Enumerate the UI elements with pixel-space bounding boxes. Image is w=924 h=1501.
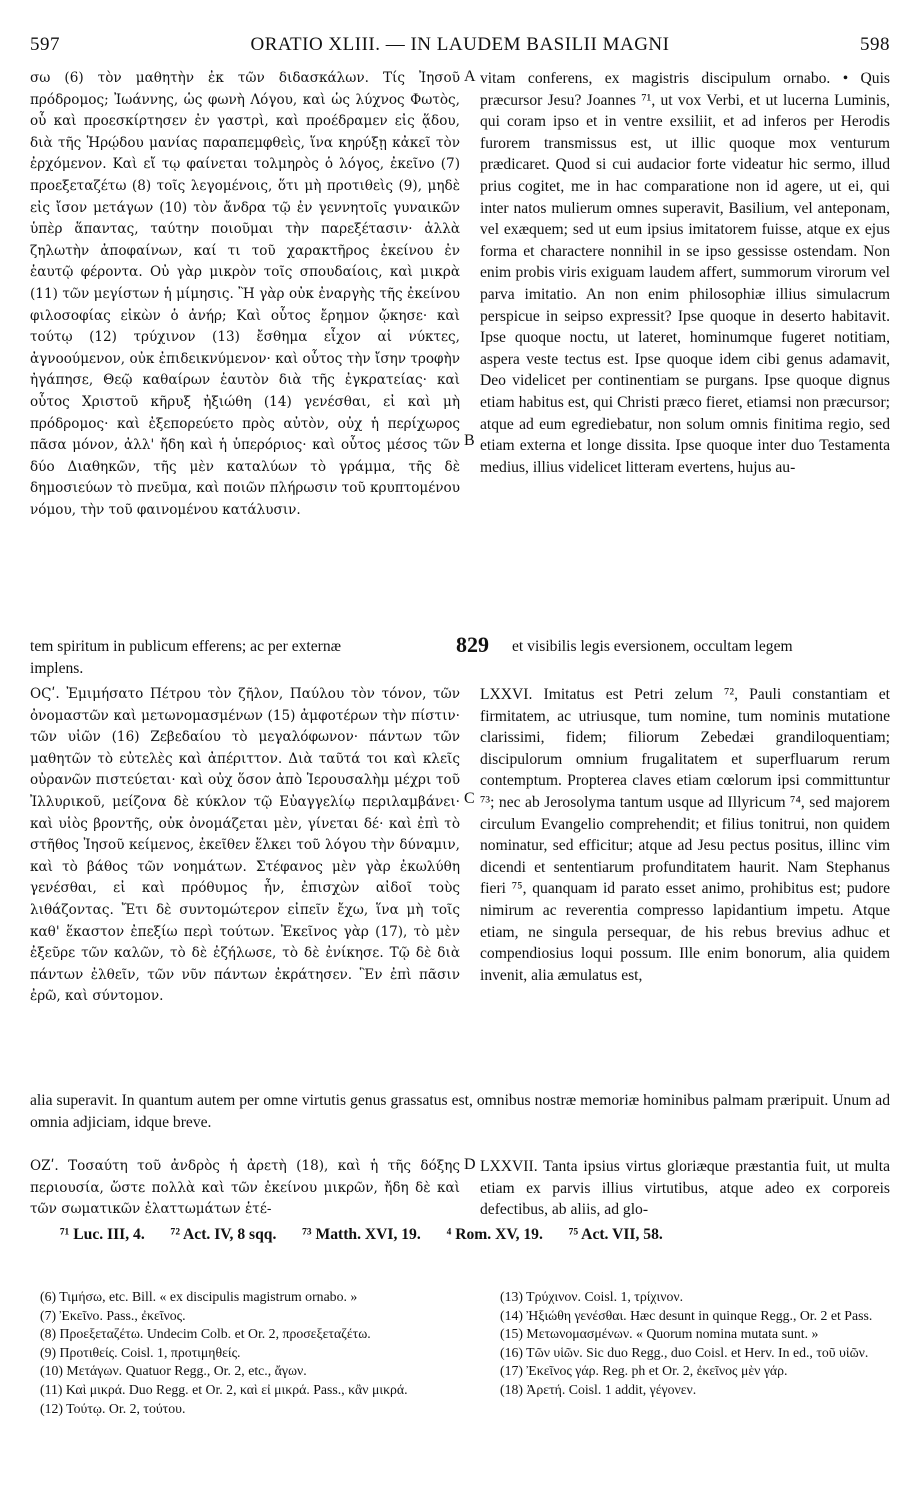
footnote: (14) Ἠξιώθη γενέσθαι. Hæc desunt in quinque Regg., Or. 2 et Pass. [500, 1307, 873, 1323]
footnote: (16) Τῶν υἱῶν. Sic duo Regg., duo Coisl. et Herv. In ed., τοῦ υἱῶν. [500, 1344, 869, 1360]
section-marker-c: C [464, 790, 475, 807]
column-number: 829 [456, 632, 489, 657]
page-number-right: 598 [860, 34, 890, 55]
reference-item: ⁷³ Matth. XVI, 19. [302, 1226, 421, 1243]
latin-column-1 [480, 68, 890, 634]
greek-column-3 [30, 1156, 460, 1222]
footnote: (9) Προτιθείς. Coisl. 1, προτιμηθείς. [40, 1344, 241, 1360]
footnote: (17) Ἐκεῖνος γάρ. Reg. ph et Or. 2, ἐκεῖνος μὲν γάρ. [500, 1363, 788, 1379]
footnote: (8) Προεξεταζέτω. Undecim Colb. et Or. 2, προσεξεταζέτω. [40, 1326, 371, 1342]
footnote: (12) Τούτῳ. Or. 2, τούτου. [40, 1400, 186, 1416]
greek-column-2 [30, 684, 460, 1086]
footnotes-right [500, 1288, 890, 1400]
footnote: (7) Ἐκεῖνο. Pass., ἐκεῖνος. [40, 1307, 186, 1323]
latin-fullwidth-1-right: et visibilis legis eversionem, occultam legem [512, 638, 793, 655]
footnotes-left [40, 1288, 460, 1418]
footnote: (18) Ἀρετή. Coisl. 1 addit, γέγονεν. [500, 1381, 697, 1397]
reference-item: ⁴ Rom. XV, 19. [446, 1226, 543, 1243]
latin-fullwidth-1: tem spiritum in publicum efferens; ac per externæ [30, 638, 342, 655]
latin-fullwidth-1b: implens. [30, 660, 84, 677]
section-marker-b: B [464, 432, 475, 449]
greek-paragraph-3: ΟΖʹ. Τοσαύτη τοῦ ἀνδρὸς ἡ ἀρετὴ (18), καὶ ἡ τῆς δόξης περιουσία, ὥστε πολλὰ καὶ τῶν ἐκείνου μικρῶν, ἤδη δὲ καὶ τῶν σωματικῶν ἐλαττωμάτων ἑτέ- [30, 1158, 460, 1218]
latin-column-3 [480, 1156, 890, 1222]
greek-paragraph-1: σω (6) τὸν μαθητὴν ἐκ τῶν διδασκάλων. Τίς Ἰησοῦ πρόδρομος; Ἰωάννης, ὡς φωνὴ Λόγου, καὶ ὡς λύχνος Φωτὸς, οὗ καὶ προεσκίρτησεν ἐν γαστρὶ, καὶ προέδραμεν εἰς ᾅδου, διὰ τῆς Ἡρῴδου μανίας παραπεμφθεὶς, ἵνα κηρύξῃ κἀκεῖ τὸν ἐρχόμενον. Καὶ εἴ τῳ φαίνεται τολμηρὸς ὁ λόγος, ἐκεῖνο (7) προεξεταζέτω (8) τοῖς λεγομένοις, ὅτι μὴ προτιθεὶς (9), μηδὲ εἰς ἴσον μετάγων (10) τὸν ἄνδρα τῷ ἐν γεννητοῖς γυναικῶν ὑπὲρ ἅπαντας, ταύτην ποιοῦμαι τὴν παρεξέτασιν· ἀλλὰ ζηλωτὴν ἀποφαίνων, καί τι τοῦ χαρακτῆρος ἐκείνου ἐν ἑαυτῷ φέροντα. Οὐ γὰρ μικρὸν τοῖς σπουδαίοις, καὶ μικρὰ (11) τῶν μεγίστων ἡ μίμησις. Ἢ γὰρ οὐκ ἐναργὴς τῆς ἐκείνου φιλοσοφίας εἰκὼν ὁ ἀνήρ; Καὶ οὗτος ἔρημον ᾤκησε· καὶ τούτῳ (12) τρύχινον (13) ἔσθημα εἶχον αἱ νύκτες, ἀγνοούμενον, οὐκ ἐπιδεικνύμενον· καὶ οὗτος τὴν ἴσην τροφὴν ἠγάπησε, Θεῷ καθαίρων ἑαυτὸν διὰ τῆς ἐγκρατείας· καὶ οὗτος Χριστοῦ κῆρυξ ἠξιώθη (14) γενέσθαι, εἰ καὶ μὴ πρόδρομος· καὶ ἐξεπορεύετο πρὸς αὐτὸν, οὐχ ἡ περίχωρος πᾶσα μόνον, ἀλλ' ἤδη καὶ ἡ ὑπερόριος· καὶ οὗτος μέσος τῶν δύο Διαθηκῶν, τῆς μὲν καταλύων τὸ γράμμα, τῆς δὲ δημοσιεύων τὸ πνεῦμα, καὶ ποιῶν πλήρωσιν τοῦ κρυπτομένου νόμου, τὴν τοῦ φαινομένου κατάλυσιν. [30, 70, 460, 518]
reference-item: ⁷² Act. IV, 8 sqq. [170, 1226, 277, 1243]
footnote: (13) Τρύχινον. Coisl. 1, τρίχινον. [500, 1289, 684, 1304]
latin-column-2 [480, 684, 890, 1086]
page-number-left: 597 [30, 34, 60, 55]
reference-item: ⁷⁵ Act. VII, 58. [568, 1226, 663, 1243]
latin-fullwidth-2: alia superavit. In quantum autem per omne virtutis genus grassatus est, omnibus nostræ memoriæ hominibus palmam præripuit. Unum ad omnia adjiciam, idque breve. [30, 1092, 890, 1131]
latin-paragraph-2: LXXVI. Imitatus est Petri zelum ⁷², Pauli constantiam et firmitatem, ac utriusque, tum nomine, tum nominis mutatione clarissimi, fidem; filiorum Zebedæi grandiloquentiam; discipulorum omnium frugalitatem et superfluarum rerum contemptum. Propterea claves etiam cœlorum ipsi committuntur ⁷³; nec ab Jerosolyma tantum usque ad Illyricum ⁷⁴, sed majorem circulum Evangelio comprehendit; et filius tonitrui, non quidem nominatur, sed efficitur; atque ad Jesu pectus positus, illinc vim dicendi et sententiarum profunditatem haurit. Nam Stephanus fieri ⁷⁵, quanquam id parato esset animo, prohibitus est; pudore nimirum ac reverentia compresso lapidantium impetu. Atque etiam, ne singula persequar, de his rebus brevius adhuc et compendiosius loqui possum. Ille enim bonorum, alia quidem invenit, alia æmulatus est, [480, 686, 890, 984]
greek-paragraph-2: ΟϚʹ. Ἐμιμήσατο Πέτρου τὸν ζῆλον, Παύλου τὸν τόνον, τῶν ὀνομαστῶν καὶ μετωνομασμένων (15) ἀμφοτέρων τὴν πίστιν· τῶν υἱῶν (16) Ζεβεδαίου τὸ μεγαλόφωνον· πάντων τῶν μαθητῶν τὸ εὐτελὲς καὶ ἀπέριττον. Διὰ ταῦτά τοι καὶ κλεῖς οὐρανῶν πιστεύεται· καὶ οὐχ ὅσον ἀπὸ Ἱερουσαλὴμ μέχρι τοῦ Ἰλλυρικοῦ, μείζονα δὲ κύκλον τῷ Εὐαγγελίῳ περιλαμβάνει· καὶ υἱὸς βροντῆς, οὐκ ὀνομάζεται μὲν, γίνεται δέ· καὶ ἐπὶ τὸ στῆθος Ἰησοῦ κείμενος, ἐκεῖθεν ἕλκει τοῦ λόγου τὴν δύναμιν, καὶ τὸ βάθος τῶν νοημάτων. Στέφανος μὲν γὰρ ἐκωλύθη γενέσθαι, εἰ καὶ πρόθυμος ἦν, ἐπισχὼν αἰδοῖ τοὺς λιθάζοντας. Ἔτι δὲ συντομώτερον εἰπεῖν ἔχω, ἵνα μὴ τοῖς καθ' ἕκαστον ἐπεξίω περὶ τούτων. Ἐκεῖνος γὰρ (17), τὸ μὲν ἐξεῦρε τῶν καλῶν, τὸ δὲ ἐζήλωσε, τὸ δὲ ἐνίκησε. Τῷ δὲ διὰ πάντων ἐλθεῖν, τῶν νῦν πάντων ἐκράτησεν. Ἓν ἐπὶ πᾶσιν ἐρῶ, καὶ σύντομον. [30, 686, 460, 1005]
section-marker-d: D [464, 1156, 476, 1173]
section-marker-a: A [464, 68, 476, 85]
latin-paragraph-3: LXXVII. Tanta ipsius virtus gloriæque præstantia fuit, ut multa etiam ex parvis illius virtutibus, atque adeo ex corporeis defectibus, ab aliis, ad glo- [480, 1158, 890, 1219]
footnote: (10) Μετάγων. Quatuor Regg., Or. 2, etc., ἄγων. [40, 1363, 307, 1379]
running-header [30, 34, 890, 58]
latin-paragraph-1: vitam conferens, ex magistris discipulum ornabo. • Quis præcursor Jesu? Joannes ⁷¹, ut vox Verbi, et ut lucerna Luminis, qui coram ipso et in ventre exsiliit, et ad inferos per Herodis furorem transmissus est, ut illic quoque mox venturum prædicaret. Quod si cui audacior forte videatur hic sermo, illud prius cogitet, me in hac comparatione non id agere, ut ei, qui inter natos mulierum omnes superavit, Basilium, vel anteponam, vel exæquem; sed ut eum ipsius imitatorem fuisse, atque ex ejus forma et charactere nonnihil in se ipso gessisse ostendam. Non enim probis viris exiguam laudem affert, summorum virorum vel parva imitatio. An non enim philosophiæ illius simulacrum perspicue in seipso expressit? Ipse quoque in deserto habitavit. Ipse quoque noctu, ut lateret, hominumque fugeret notitiam, aspera veste tectus est. Ipse quoque idem cibi genus adamavit, Deo videlicet per continentiam se purgans. Ipse quoque dignus etiam habitus est, qui Christi præco fieret, etiamsi non præcursor; atque ad eum egrediebatur, non solum omnis finitima regio, sed etiam externa et longe dissita. Ipse quoque inter duo Testamenta medius, illius videlicet litteram evertens, hujus au- [480, 70, 890, 476]
reference-item: ⁷¹ Luc. III, 4. [60, 1226, 145, 1243]
greek-column-1 [30, 68, 460, 674]
footnote: (11) Καὶ μικρά. Duo Regg. et Or. 2, καὶ εἰ μικρά. Pass., κἂν μικρά. [40, 1381, 408, 1397]
footnote: (15) Μετωνομασμένων. « Quorum nomina mutata sunt. » [500, 1326, 819, 1342]
footnote: (6) Τιμήσω, etc. Bill. « ex discipulis magistrum ornabo. » [40, 1289, 358, 1304]
page-title: ORATIO XLIII. — IN LAUDEM BASILII MAGNI [250, 34, 670, 55]
scripture-references [60, 1226, 890, 1244]
